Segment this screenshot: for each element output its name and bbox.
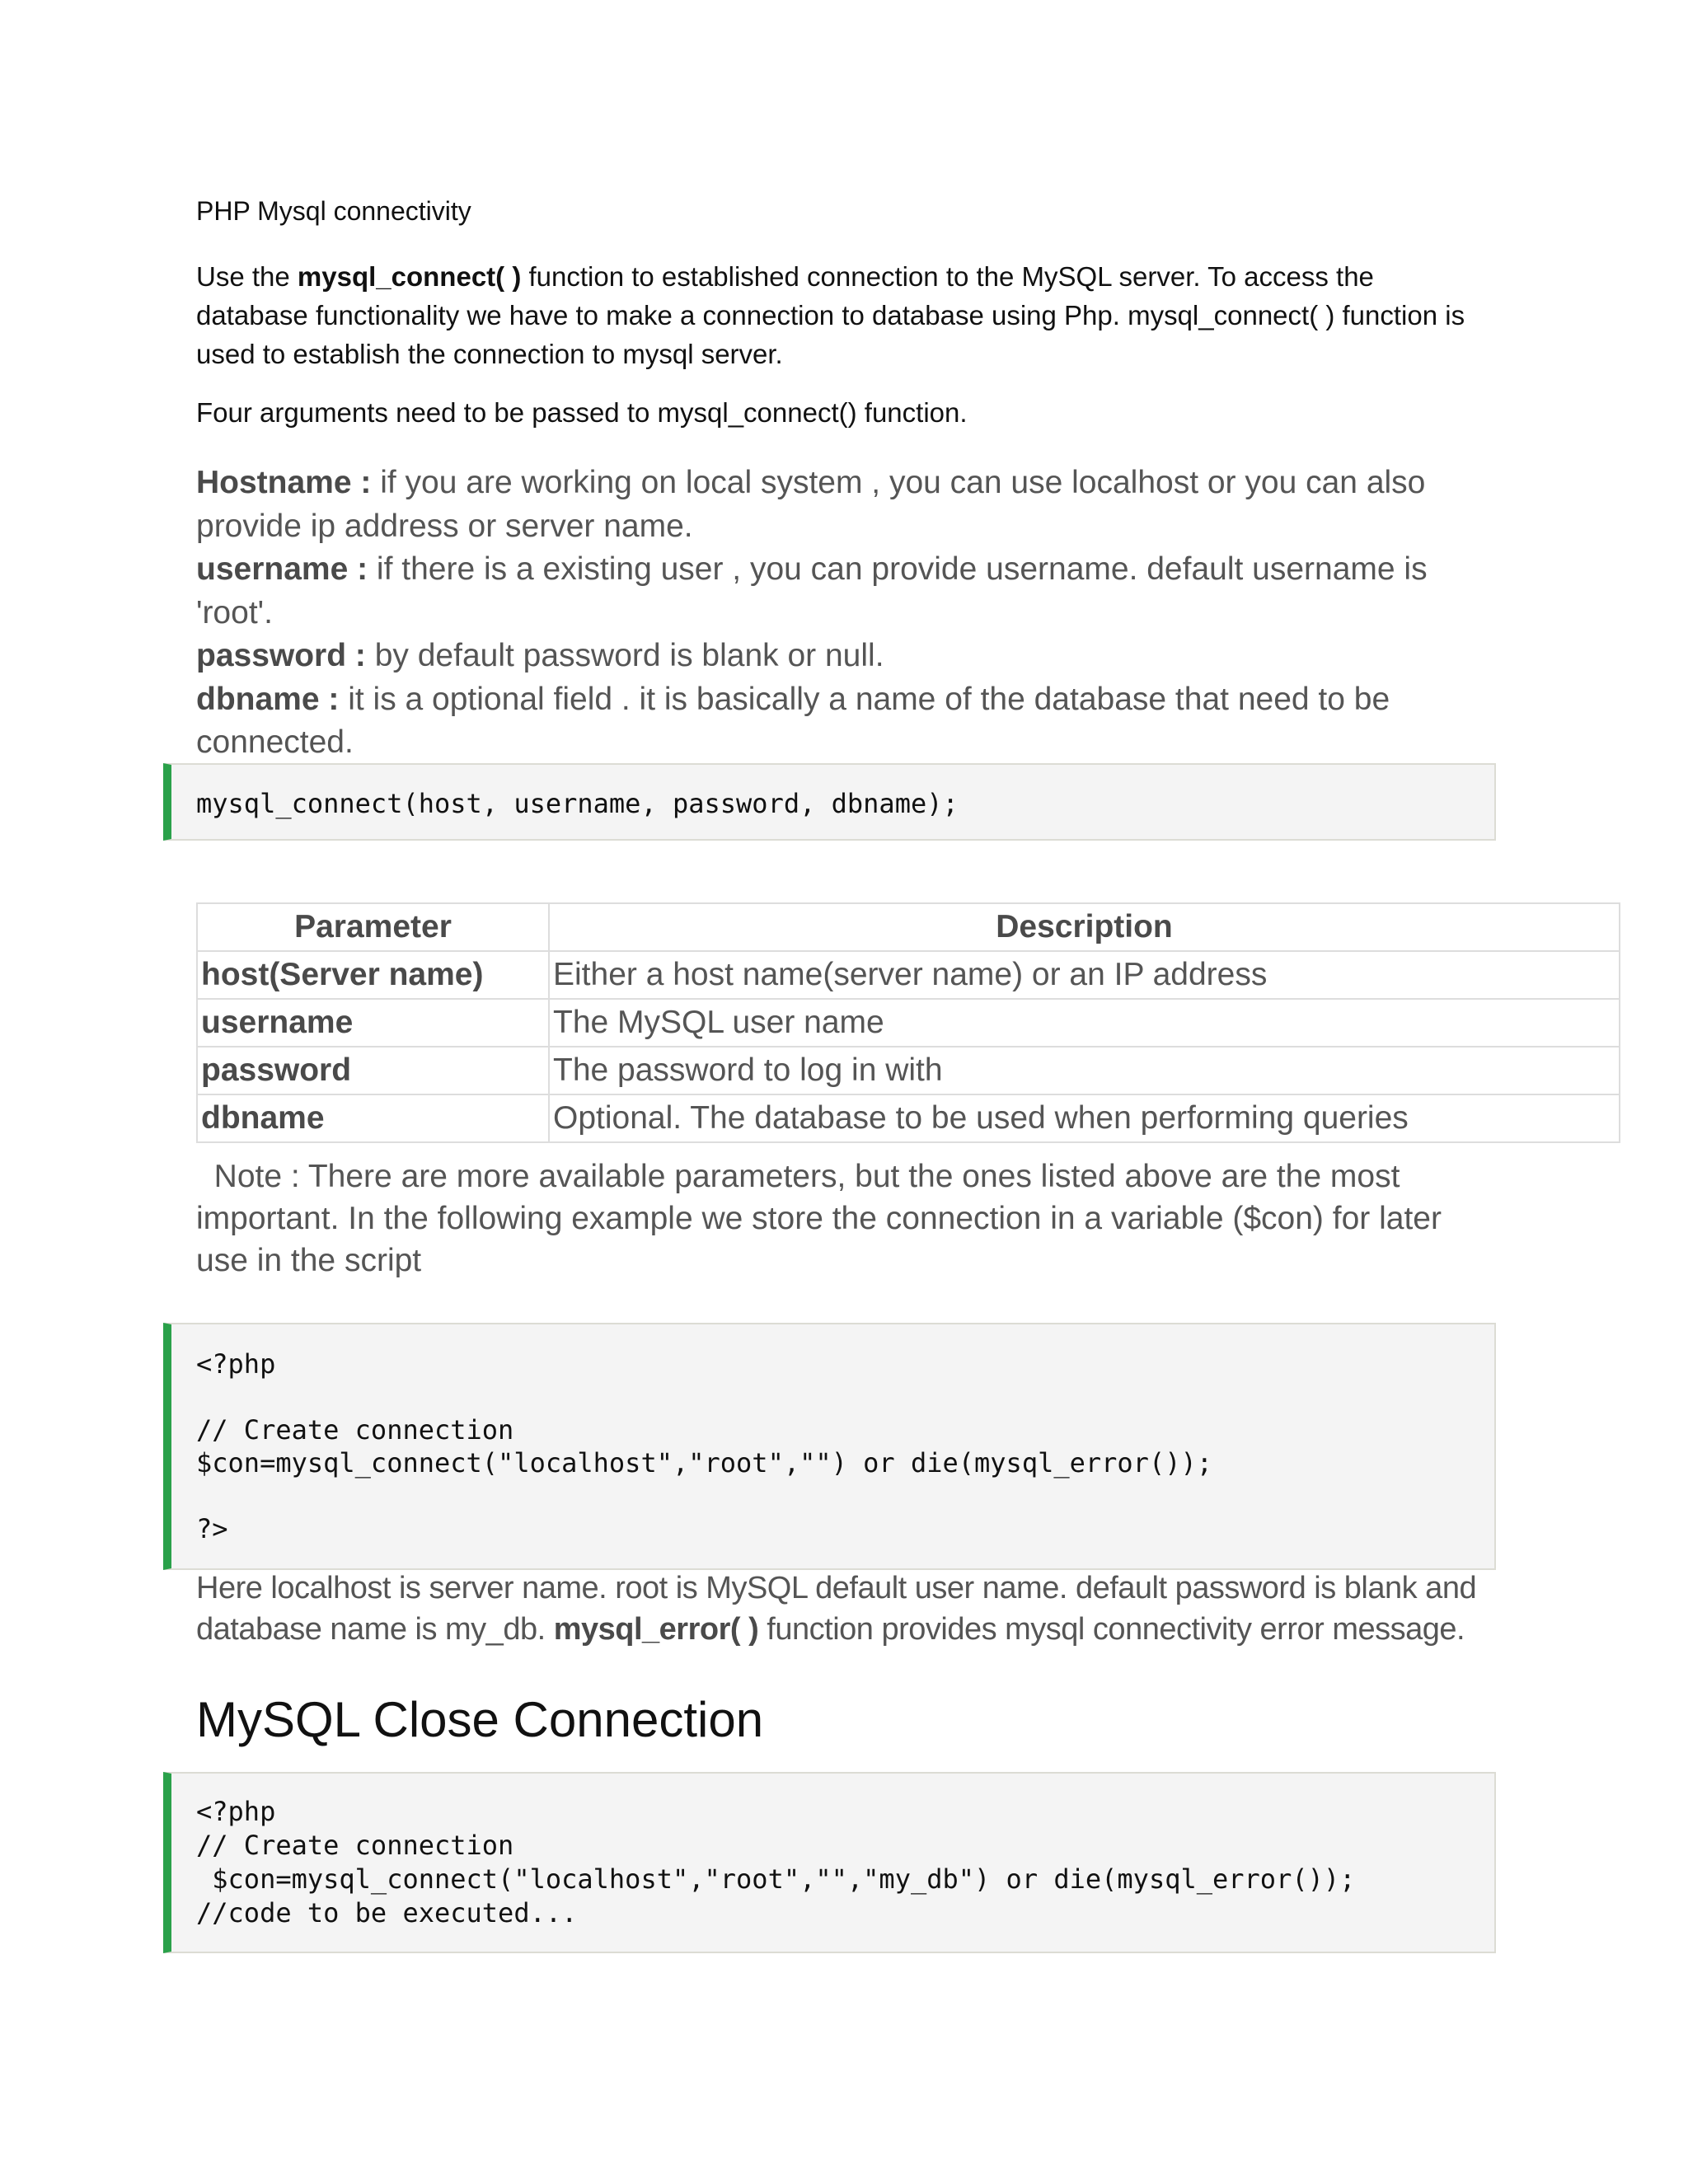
- code-block-signature: mysql_connect(host, username, password, dbname);: [163, 763, 1496, 841]
- definition-text: if you are working on local system , you can use localhost or you can also provide ip address or server name.: [196, 465, 1426, 544]
- definition-text: by default password is blank or null.: [365, 638, 884, 673]
- table-header-parameter: Parameter: [197, 903, 549, 951]
- definition-password: [196, 635, 1482, 678]
- table-row: [197, 1094, 1620, 1142]
- table-header-row: [197, 903, 1620, 951]
- intro-suffix: function to established connection to the MySQL server. To access the database functionality we have to make a connection to database using Php. mysql_connect( ) function is used to establish the connection to mysql server.: [196, 261, 1465, 369]
- section-heading-close: MySQL Close Connection: [196, 1692, 764, 1747]
- table-cell-param: host(Server name): [197, 951, 549, 999]
- table-cell-param: username: [197, 999, 549, 1047]
- parameter-table: [196, 902, 1620, 1143]
- table-row: [197, 951, 1620, 999]
- table-cell-desc: Optional. The database to be used when performing queries: [549, 1094, 1620, 1142]
- page-title: PHP Mysql connectivity: [196, 196, 471, 226]
- table-row: [197, 999, 1620, 1047]
- explanation-paragraph: [196, 1568, 1498, 1650]
- code-block-close: <?php // Create connection $con=mysql_connect("localhost","root","","my_db") or die(mysql_error()); //code to be executed...: [163, 1772, 1496, 1953]
- table-cell-desc: Either a host name(server name) or an IP address: [549, 951, 1620, 999]
- definition-term: dbname :: [196, 681, 340, 717]
- note-paragraph: Note : There are more available parameters, but the ones listed above are the most important. In the following example we store the connection in a variable ($con) for later use in the script: [196, 1159, 1451, 1278]
- definition-hostname: [196, 462, 1482, 548]
- here-prefix: Here localhost is server name. root is MySQL default user name. default password is blank and database name is my_db.: [196, 1571, 1477, 1647]
- table-row: [197, 1047, 1620, 1094]
- table-cell-desc: The password to log in with: [549, 1047, 1620, 1094]
- definition-dbname: [196, 678, 1482, 765]
- table-cell-desc: The MySQL user name: [549, 999, 1620, 1047]
- definition-term: Hostname :: [196, 465, 372, 500]
- table-header-description: Description: [549, 903, 1620, 951]
- code-block-example: <?php // Create connection $con=mysql_connect("localhost","root","") or die(mysql_error()); ?>: [163, 1323, 1496, 1570]
- four-args-paragraph: Four arguments need to be passed to mysql_connect() function.: [196, 397, 968, 428]
- intro-func: mysql_connect( ): [297, 261, 522, 292]
- table-cell-param: dbname: [197, 1094, 549, 1142]
- definition-term: username :: [196, 551, 368, 587]
- intro-paragraph: [196, 257, 1482, 373]
- here-func: mysql_error( ): [553, 1612, 759, 1647]
- definition-username: [196, 548, 1482, 635]
- here-suffix: function provides mysql connectivity error message.: [758, 1612, 1465, 1647]
- definition-text: it is a optional field . it is basically a name of the database that need to be connected.: [196, 681, 1390, 760]
- intro-prefix: Use the: [196, 261, 298, 292]
- definition-text: if there is a existing user , you can provide username. default username is 'root'.: [196, 551, 1428, 630]
- definitions-list: [196, 462, 1482, 765]
- table-cell-param: password: [197, 1047, 549, 1094]
- definition-term: password :: [196, 638, 366, 673]
